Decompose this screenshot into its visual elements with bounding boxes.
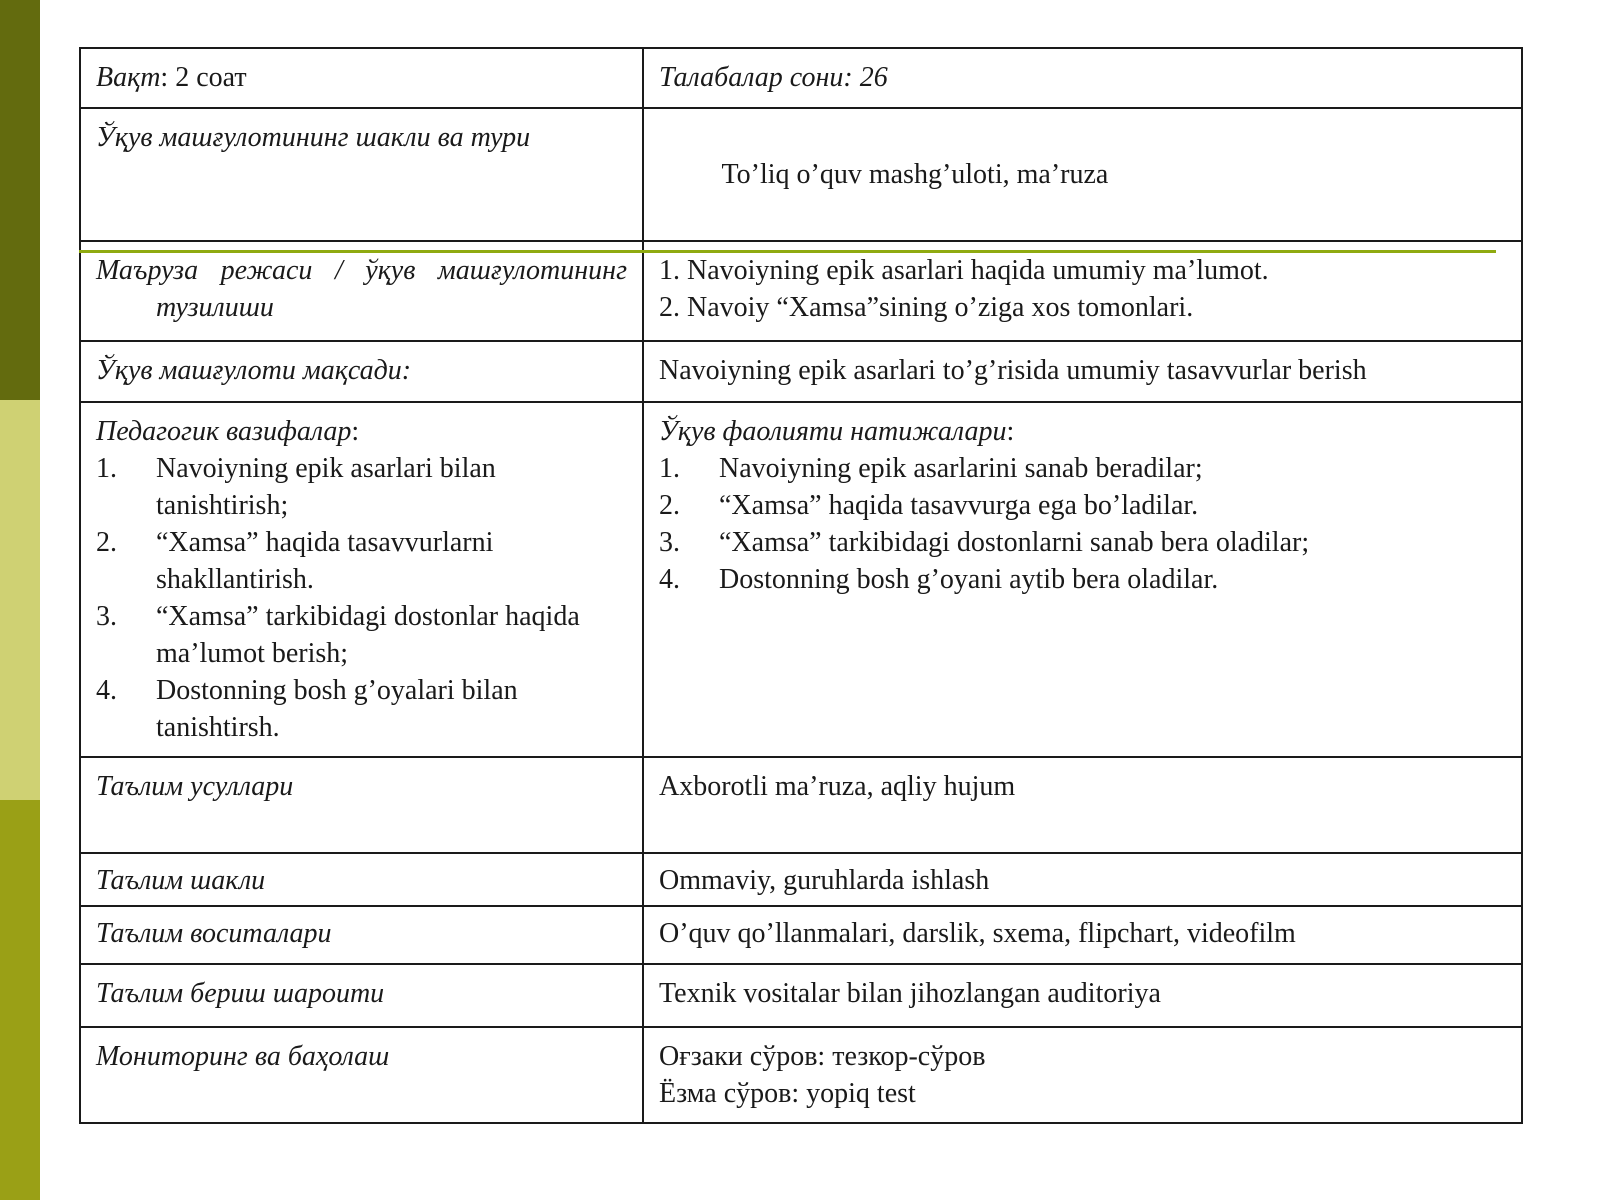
- list-item-text: Navoiyning epik asarlari bilan tanishtirish;: [156, 453, 496, 521]
- form-type-label-cell: [80, 108, 643, 241]
- table-row-goal: [80, 341, 1522, 402]
- sidebar-band-bottom: [0, 800, 40, 1200]
- list-item: [659, 561, 1506, 598]
- monitoring-line: Оғзаки сўров: тезкор-сўров: [659, 1041, 986, 1072]
- plan-item: 2. Navoiy “Xamsa”sining o’ziga xos tomonlari.: [659, 292, 1194, 323]
- table-row-tools: [80, 906, 1522, 964]
- table-row-time: [80, 48, 1522, 108]
- results-label: Ўқув фаолияти натижалари: [659, 416, 1007, 447]
- form-label-cell: [80, 853, 643, 906]
- tools-value: O’quv qo’llanmalari, darslik, sxema, flipchart, videofilm: [659, 918, 1296, 949]
- conditions-value: Texnik vositalar bilan jihozlangan auditoriya: [659, 978, 1161, 1009]
- tools-label: Таълим воситалари: [96, 918, 332, 949]
- form-type-label: Ўқув машғулотининг шакли ва тури: [96, 122, 531, 153]
- goal-value-cell: [643, 341, 1522, 402]
- methods-label: Таълим усуллари: [96, 771, 294, 802]
- table-row-form: [80, 853, 1522, 906]
- list-item-number: 1.: [659, 453, 680, 484]
- tasks-list: [96, 450, 627, 746]
- table-row-form-type: [80, 108, 1522, 241]
- conditions-label: Таълим бериш шароити: [96, 978, 385, 1009]
- results-cell: [643, 402, 1522, 757]
- list-item-text: “Xamsa” tarkibidagi dostonlar haqida ma’lumot berish;: [156, 601, 580, 669]
- goal-label: Ўқув машғулоти мақсади:: [96, 355, 412, 386]
- students-count-text: Талабалар сони: 26: [659, 62, 888, 93]
- sidebar-band-middle: [0, 400, 40, 800]
- tasks-label: Педагогик вазифалар: [96, 416, 352, 447]
- plan-label: Маъруза режаси / ўқув машғулотининг тузилиши: [96, 255, 627, 323]
- table-row-methods: [80, 757, 1522, 853]
- table-row-conditions: [80, 964, 1522, 1027]
- list-item: [659, 487, 1506, 524]
- sidebar-band-top: [0, 0, 40, 400]
- tasks-cell: [80, 402, 643, 757]
- table-row-monitoring: [80, 1027, 1522, 1123]
- time-label-cell: [80, 48, 643, 108]
- plan-items-cell: [643, 241, 1522, 341]
- table-row-plan: [80, 241, 1522, 341]
- list-item: [96, 598, 627, 672]
- list-item-text: “Xamsa” haqida tasavvurlarni shakllantirish.: [156, 527, 494, 595]
- list-item-text: Navoiyning epik asarlarini sanab beradilar;: [719, 453, 1203, 484]
- conditions-label-cell: [80, 964, 643, 1027]
- list-item: [96, 450, 627, 524]
- results-heading: [659, 413, 1506, 450]
- list-item-number: 4.: [659, 564, 680, 595]
- form-value-cell: [643, 853, 1522, 906]
- list-item-number: 3.: [659, 527, 680, 558]
- list-item-number: 2.: [96, 527, 117, 558]
- list-item-number: 4.: [96, 675, 117, 706]
- plan-item: 1. Navoiyning epik asarlari haqida umumiy ma’lumot.: [659, 255, 1269, 286]
- methods-value: Axborotli ma’ruza, aqliy hujum: [659, 771, 1016, 802]
- accent-rule: [79, 250, 1496, 253]
- list-item: [659, 450, 1506, 487]
- time-label-value: : 2 соат: [160, 62, 247, 93]
- tools-value-cell: [643, 906, 1522, 964]
- form-type-value: To’liq o’quv mashg’uloti, ma’ruza: [715, 159, 1109, 190]
- list-item: [96, 524, 627, 598]
- tasks-label-colon: :: [351, 416, 360, 447]
- form-label: Таълим шакли: [96, 865, 266, 896]
- monitoring-label-cell: [80, 1027, 643, 1123]
- results-label-colon: :: [1006, 416, 1015, 447]
- list-item: [96, 672, 627, 746]
- goal-value: Navoiyning epik asarlari to’g’risida umumiy tasavvurlar berish: [659, 355, 1367, 386]
- tasks-heading: [96, 413, 627, 450]
- students-count-cell: [643, 48, 1522, 108]
- tools-label-cell: [80, 906, 643, 964]
- list-item-text: Dostonning bosh g’oyalari bilan tanishtirsh.: [156, 675, 518, 743]
- time-label-prefix: Вақт: [96, 62, 161, 93]
- conditions-value-cell: [643, 964, 1522, 1027]
- list-item-number: 3.: [96, 601, 117, 632]
- methods-value-cell: [643, 757, 1522, 853]
- monitoring-line: Ёзма сўров: yopiq test: [659, 1078, 916, 1109]
- list-item: [659, 524, 1506, 561]
- monitoring-value-cell: [643, 1027, 1522, 1123]
- plan-label-cell: [80, 241, 643, 341]
- list-item-text: “Xamsa” tarkibidagi dostonlarni sanab bera oladilar;: [719, 527, 1310, 558]
- goal-label-cell: [80, 341, 643, 402]
- table-row-tasks: [80, 402, 1522, 757]
- methods-label-cell: [80, 757, 643, 853]
- results-list: [659, 450, 1506, 598]
- form-value: Ommaviy, guruhlarda ishlash: [659, 865, 990, 896]
- list-item-number: 1.: [96, 453, 117, 484]
- list-item-text: “Xamsa” haqida tasavvurga ega bo’ladilar.: [719, 490, 1199, 521]
- form-type-value-cell: [643, 108, 1522, 241]
- list-item-number: 2.: [659, 490, 680, 521]
- monitoring-label: Мониторинг ва баҳолаш: [96, 1041, 390, 1072]
- list-item-text: Dostonning bosh g’oyani aytib bera oladilar.: [719, 564, 1219, 595]
- lesson-plan-table: [79, 47, 1523, 1124]
